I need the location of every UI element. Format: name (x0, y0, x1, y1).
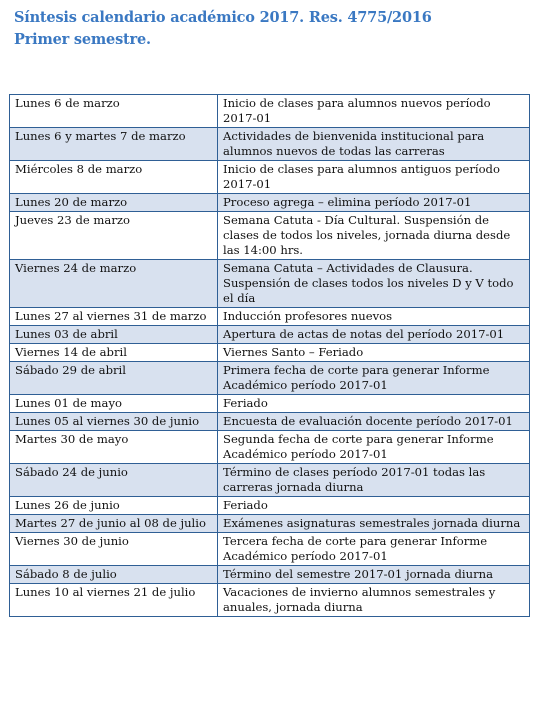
activity-cell: Feriado (218, 395, 530, 413)
activity-cell: Inicio de clases para alumnos antiguos período 2017-01 (218, 161, 530, 194)
date-cell: Lunes 20 de marzo (10, 194, 218, 212)
date-cell: Lunes 03 de abril (10, 326, 218, 344)
date-cell: Lunes 6 y martes 7 de marzo (10, 128, 218, 161)
activity-cell: Término de clases período 2017-01 todas las carreras jornada diurna (218, 464, 530, 497)
calendar-table-body (10, 95, 530, 617)
table-row (10, 308, 530, 326)
date-cell: Martes 27 de junio al 08 de julio (10, 515, 218, 533)
table-row (10, 260, 530, 308)
table-row (10, 212, 530, 260)
activity-cell: Inducción profesores nuevos (218, 308, 530, 326)
table-row (10, 464, 530, 497)
activity-cell: Semana Catuta - Día Cultural. Suspensión de clases de todos los niveles, jornada diurna desde las 14:00 hrs. (218, 212, 530, 260)
activity-cell: Segunda fecha de corte para generar Informe Académico período 2017-01 (218, 431, 530, 464)
activity-cell: Proceso agrega – elimina período 2017-01 (218, 194, 530, 212)
activity-cell: Primera fecha de corte para generar Informe Académico período 2017-01 (218, 362, 530, 395)
date-cell: Lunes 26 de junio (10, 497, 218, 515)
date-cell: Lunes 6 de marzo (10, 95, 218, 128)
date-cell: Viernes 24 de marzo (10, 260, 218, 308)
date-cell: Lunes 10 al viernes 21 de julio (10, 584, 218, 617)
date-cell: Jueves 23 de marzo (10, 212, 218, 260)
table-row (10, 566, 530, 584)
activity-cell: Viernes Santo – Feriado (218, 344, 530, 362)
date-cell: Miércoles 8 de marzo (10, 161, 218, 194)
date-cell: Sábado 29 de abril (10, 362, 218, 395)
table-row (10, 326, 530, 344)
activity-cell: Feriado (218, 497, 530, 515)
activity-cell: Vacaciones de invierno alumnos semestrales y anuales, jornada diurna (218, 584, 530, 617)
table-row (10, 395, 530, 413)
date-cell: Martes 30 de mayo (10, 431, 218, 464)
date-cell: Viernes 30 de junio (10, 533, 218, 566)
document-header (14, 7, 432, 51)
activity-cell: Inicio de clases para alumnos nuevos período 2017-01 (218, 95, 530, 128)
date-cell: Lunes 05 al viernes 30 de junio (10, 413, 218, 431)
activity-cell: Semana Catuta – Actividades de Clausura. Suspensión de clases todos los niveles D y V todo el día (218, 260, 530, 308)
activity-cell: Exámenes asignaturas semestrales jornada diurna (218, 515, 530, 533)
table-row (10, 362, 530, 395)
activity-cell: Encuesta de evaluación docente período 2017-01 (218, 413, 530, 431)
activity-cell: Tercera fecha de corte para generar Informe Académico período 2017-01 (218, 533, 530, 566)
table-row (10, 344, 530, 362)
calendar-table (9, 94, 530, 617)
table-row (10, 533, 530, 566)
date-cell: Lunes 27 al viernes 31 de marzo (10, 308, 218, 326)
activity-cell: Apertura de actas de notas del período 2017-01 (218, 326, 530, 344)
table-row (10, 431, 530, 464)
date-cell: Sábado 24 de junio (10, 464, 218, 497)
document-subtitle: Primer semestre. (14, 31, 151, 48)
activity-cell: Actividades de bienvenida institucional para alumnos nuevos de todas las carreras (218, 128, 530, 161)
table-row (10, 497, 530, 515)
table-row (10, 128, 530, 161)
table-row (10, 95, 530, 128)
document-title: Síntesis calendario académico 2017. Res. 4775/2016 (14, 9, 432, 26)
activity-cell: Término del semestre 2017-01 jornada diurna (218, 566, 530, 584)
date-cell: Lunes 01 de mayo (10, 395, 218, 413)
date-cell: Sábado 8 de julio (10, 566, 218, 584)
table-row (10, 413, 530, 431)
date-cell: Viernes 14 de abril (10, 344, 218, 362)
table-row (10, 161, 530, 194)
table-row (10, 584, 530, 617)
table-row (10, 515, 530, 533)
table-row (10, 194, 530, 212)
